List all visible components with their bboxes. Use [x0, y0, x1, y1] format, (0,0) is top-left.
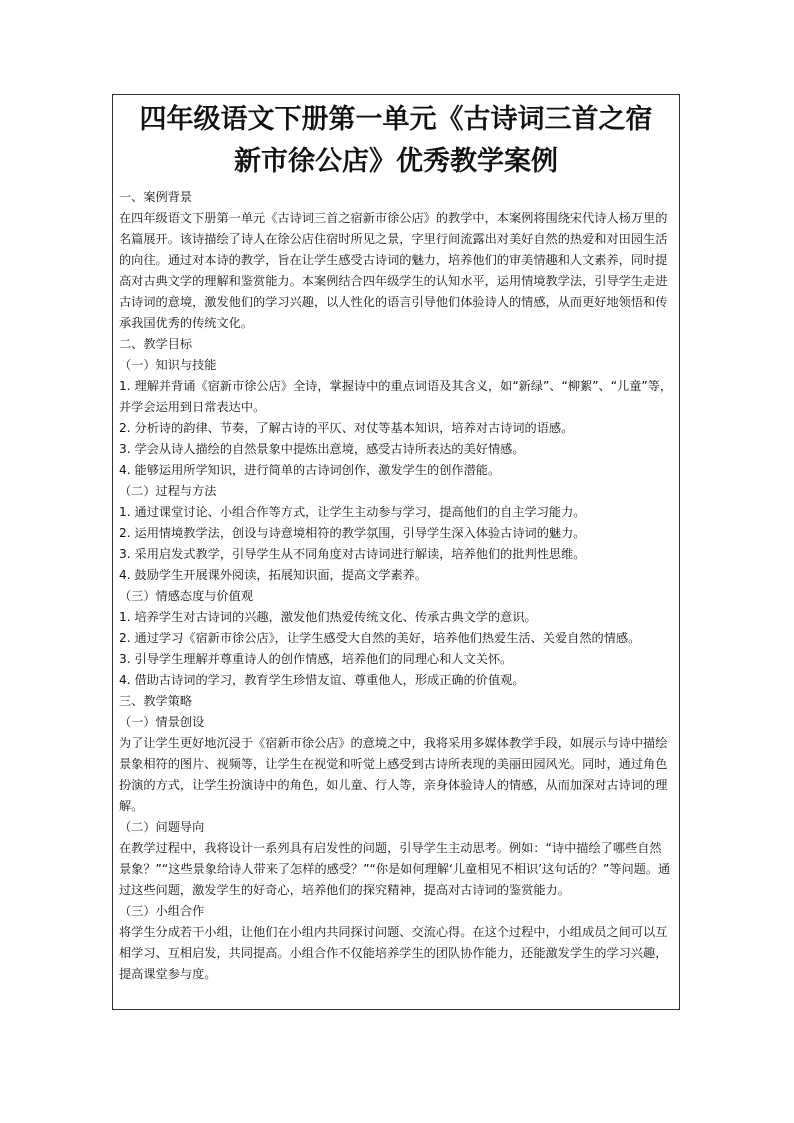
subheading-process: （二）过程与方法 — [119, 484, 217, 498]
knowledge-item-1: 1. 理解并背诵《宿新市徐公店》全诗，掌握诗中的重点词语及其含义，如“新绿”、“柳絮”、“儿童”等，并学会运用到日常表达中。 — [119, 379, 673, 414]
title-line-2: 新市徐公店》优秀教学案例 — [234, 146, 558, 177]
knowledge-item-2: 2. 分析诗的韵律、节奏，了解古诗的平仄、对仗等基本知识，培养对古诗词的语感。 — [119, 421, 574, 435]
subheading-group: （三）小组合作 — [119, 904, 205, 918]
question-paragraph: 在教学过程中，我将设计一系列具有启发性的问题，引导学生主动思考。例如：“诗中描绘了哪些自然景象？”“这些景象给诗人带来了怎样的感受？”“你是如何理解‘儿童相见不相识’这句话的？”等问题。通过这些问题，激发学生的好奇心，培养他们的探究精神，提高对古诗词的鉴赏能力。 — [119, 841, 671, 897]
emotion-item-3: 3. 引导学生理解并尊重诗人的创作情感，培养他们的同理心和人文关怀。 — [119, 652, 513, 666]
process-item-1: 1. 通过课堂讨论、小组合作等方式，让学生主动参与学习，提高他们的自主学习能力。 — [119, 505, 586, 519]
knowledge-item-3: 3. 学会从诗人描绘的自然景象中提炼出意境，感受古诗所表达的美好情感。 — [119, 442, 525, 456]
document-frame — [112, 94, 680, 1010]
process-item-2: 2. 运用情境教学法，创设与诗意境相符的教学氛围，引导学生深入体验古诗词的魅力。 — [119, 526, 586, 540]
emotion-item-4: 4. 借助古诗词的学习，教育学生珍惜友谊、尊重他人，形成正确的价值观。 — [119, 673, 525, 687]
emotion-item-2: 2. 通过学习《宿新市徐公店》，让学生感受大自然的美好，培养他们热爱生活、关爱自然的情感。 — [119, 631, 641, 645]
section-heading-background: 一、案例背景 — [119, 190, 193, 204]
document-title — [119, 99, 673, 183]
subheading-emotion: （三）情感态度与价值观 — [119, 589, 254, 603]
title-line-1: 四年级语文下册第一单元《古诗词三首之宿 — [139, 104, 653, 135]
scene-paragraph: 为了让学生更好地沉浸于《宿新市徐公店》的意境之中，我将采用多媒体教学手段，如展示与诗中描绘景象相符的图片、视频等，让学生在视觉和听觉上感受到古诗所表现的美丽田园风光。同时，通过角色扮演的方式，让学生扮演诗中的角色，如儿童、行人等，亲身体验诗人的情感，从而加深对古诗词的理解。 — [119, 736, 668, 813]
section-heading-goals: 二、教学目标 — [119, 337, 193, 351]
section-heading-strategy: 三、教学策略 — [119, 694, 193, 708]
background-paragraph: 在四年级语文下册第一单元《古诗词三首之宿新市徐公店》的教学中，本案例将围绕宋代诗人杨万里的名篇展开。该诗描绘了诗人在徐公店住宿时所见之景，字里行间流露出对美好自然的热爱和对田园生活的向往。通过对本诗的教学，旨在让学生感受古诗词的魅力，培养他们的审美情趣和人文素养，同时提高对古典文学的理解和鉴赏能力。本案例结合四年级学生的认知水平，运用情境教学法，引导学生走进古诗词的意境，激发他们的学习兴趣，以人性化的语言引导他们体验诗人的情感，从而更好地领悟和传承我国优秀的传统文化。 — [119, 211, 668, 330]
subheading-question: （二）问题导向 — [119, 820, 205, 834]
process-item-3: 3. 采用启发式教学，引导学生从不同角度对古诗词进行解读，培养他们的批判性思维。 — [119, 547, 586, 561]
knowledge-item-4: 4. 能够运用所学知识，进行简单的古诗词创作，激发学生的创作潜能。 — [119, 463, 501, 477]
emotion-item-1: 1. 培养学生对古诗词的兴趣，激发他们热爱传统文化、传承古典文学的意识。 — [119, 610, 537, 624]
subheading-scene: （一）情景创设 — [119, 715, 205, 729]
group-paragraph: 将学生分成若干小组，让他们在小组内共同探讨问题、交流心得。在这个过程中，小组成员之间可以互相学习、互相启发，共同提高。小组合作不仅能培养学生的团队协作能力，还能激发学生的学习兴趣，提高课堂参与度。 — [119, 925, 668, 981]
process-item-4: 4. 鼓励学生开展课外阅读，拓展知识面，提高文学素养。 — [119, 568, 428, 582]
subheading-knowledge: （一）知识与技能 — [119, 358, 217, 372]
